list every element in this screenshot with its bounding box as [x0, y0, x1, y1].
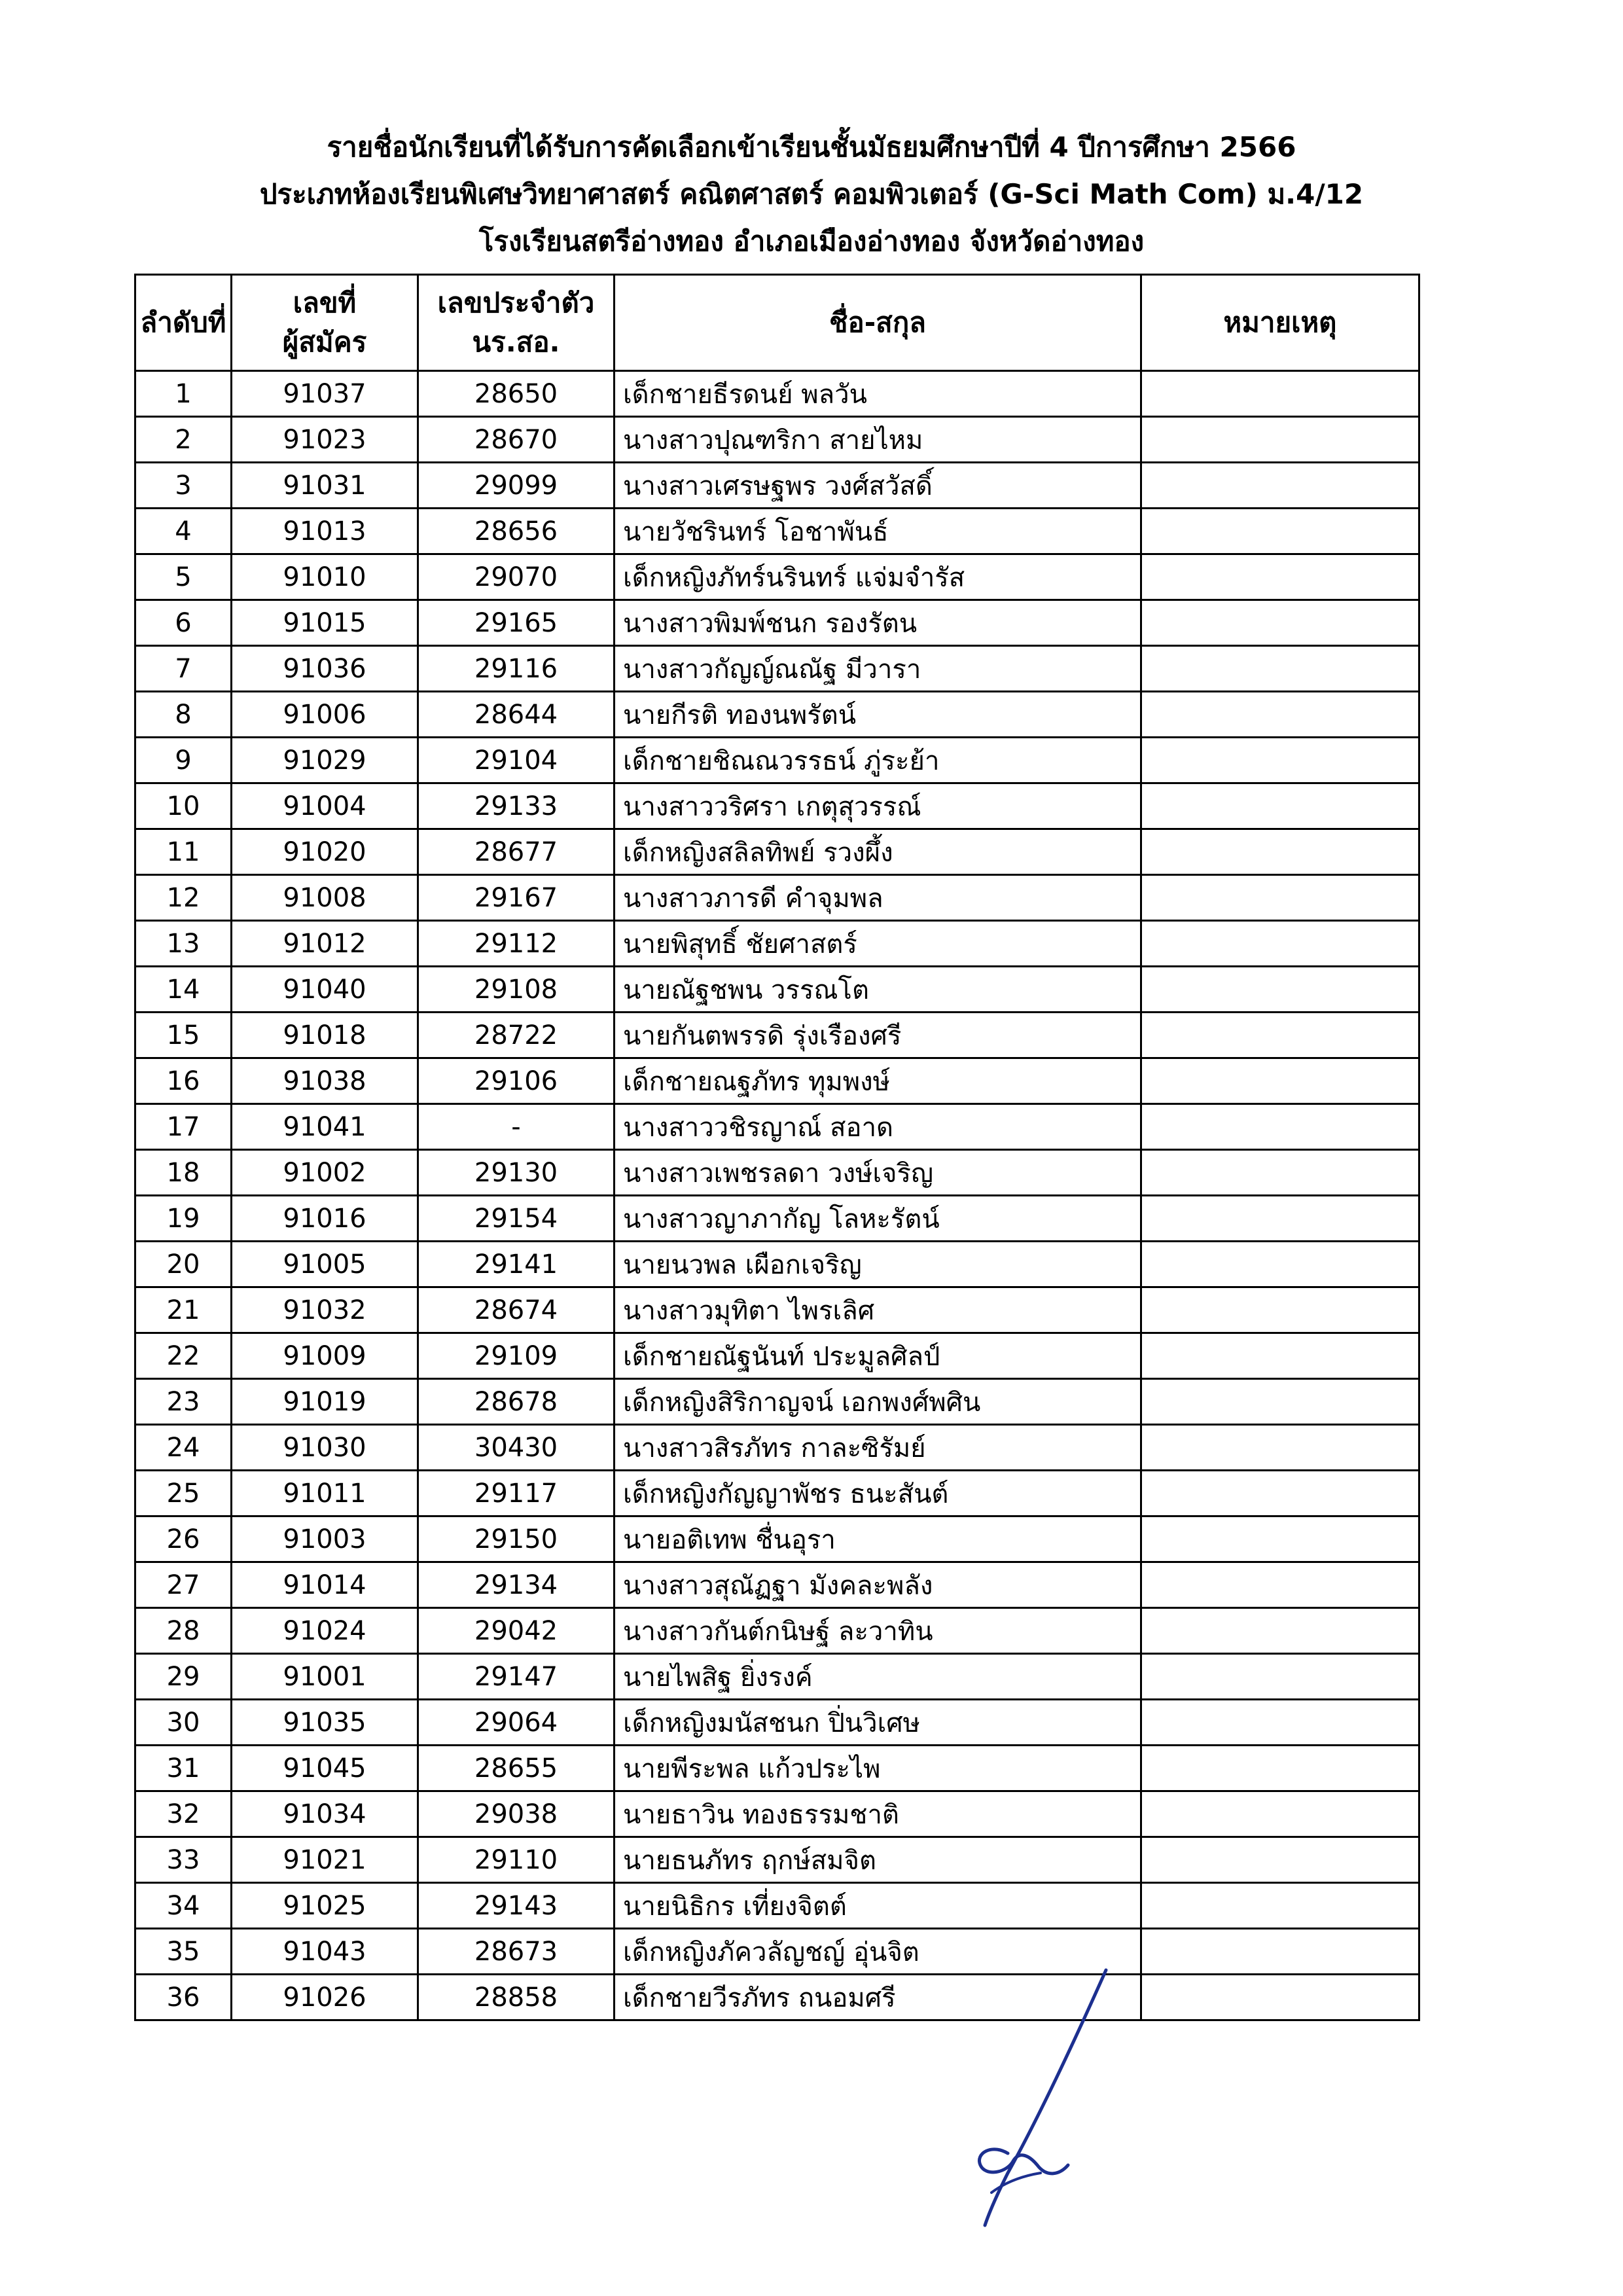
applicant-no-cell: 91009	[232, 1333, 418, 1379]
order-cell: 11	[135, 829, 232, 875]
name-cell: เด็กหญิงมนัสชนก ปิ่นวิเศษ	[615, 1700, 1141, 1746]
signature-stroke-main	[985, 1970, 1106, 2225]
order-cell: 19	[135, 1196, 232, 1242]
applicant-no-cell: 91023	[232, 417, 418, 463]
remark-cell	[1141, 1150, 1419, 1196]
applicant-no-cell: 91015	[232, 600, 418, 646]
student-id-cell: 29104	[418, 738, 615, 783]
name-cell: เด็กหญิงภัควลัญชญ์ อุ่นจิต	[615, 1929, 1141, 1975]
table-row	[135, 1425, 1419, 1471]
student-id-cell: 29167	[418, 875, 615, 921]
table-row	[135, 1104, 1419, 1150]
table-row	[135, 1150, 1419, 1196]
order-cell: 34	[135, 1883, 232, 1929]
remark-cell	[1141, 692, 1419, 738]
table-row	[135, 1746, 1419, 1791]
order-cell: 8	[135, 692, 232, 738]
remark-cell	[1141, 1471, 1419, 1516]
table-row	[135, 1058, 1419, 1104]
student-id-cell: 28644	[418, 692, 615, 738]
order-cell: 7	[135, 646, 232, 692]
order-cell: 15	[135, 1013, 232, 1058]
table-row	[135, 1516, 1419, 1562]
remark-cell	[1141, 1333, 1419, 1379]
remark-cell	[1141, 1287, 1419, 1333]
header-name-label: ชื่อ-สกุล	[829, 306, 926, 338]
table-row	[135, 554, 1419, 600]
applicant-no-cell: 91005	[232, 1242, 418, 1287]
table-row	[135, 1379, 1419, 1425]
applicant-no-cell: 91043	[232, 1929, 418, 1975]
table-row	[135, 1287, 1419, 1333]
applicant-no-cell: 91008	[232, 875, 418, 921]
order-cell: 1	[135, 371, 232, 417]
order-cell: 16	[135, 1058, 232, 1104]
order-cell: 2	[135, 417, 232, 463]
name-cell: เด็กชายณฐภัทร ทุมพงษ์	[615, 1058, 1141, 1104]
name-cell: นายวัชรินทร์ โอชาพันธ์	[615, 509, 1141, 554]
table-row	[135, 738, 1419, 783]
student-id-cell: 29130	[418, 1150, 615, 1196]
student-roster-table	[134, 274, 1420, 2021]
order-cell: 12	[135, 875, 232, 921]
remark-cell	[1141, 783, 1419, 829]
name-cell: นางสาวกันต์กนิษฐ์ ละวาทิน	[615, 1608, 1141, 1654]
name-cell: นายธนภัทร ฤกษ์สมจิต	[615, 1837, 1141, 1883]
order-cell: 30	[135, 1700, 232, 1746]
name-cell: เด็กหญิงสลิลทิพย์ รวงผึ้ง	[615, 829, 1141, 875]
student-id-cell: 29070	[418, 554, 615, 600]
applicant-no-cell: 91041	[232, 1104, 418, 1150]
name-cell: นางสาวกัญญ์ณณัฐ มีวารา	[615, 646, 1141, 692]
applicant-no-cell: 91025	[232, 1883, 418, 1929]
order-cell: 4	[135, 509, 232, 554]
name-cell: นางสาววชิรญาณ์ สอาด	[615, 1104, 1141, 1150]
student-id-cell: 29042	[418, 1608, 615, 1654]
student-id-cell: 28673	[418, 1929, 615, 1975]
remark-cell	[1141, 554, 1419, 600]
applicant-no-cell: 91026	[232, 1975, 418, 2020]
student-id-cell: 28678	[418, 1379, 615, 1425]
applicant-no-cell: 91035	[232, 1700, 418, 1746]
table-row	[135, 1562, 1419, 1608]
applicant-no-cell: 91040	[232, 967, 418, 1013]
remark-cell	[1141, 1837, 1419, 1883]
table-row	[135, 692, 1419, 738]
remark-cell	[1141, 1196, 1419, 1242]
applicant-no-cell: 91014	[232, 1562, 418, 1608]
table-row	[135, 1975, 1419, 2020]
remark-cell	[1141, 1104, 1419, 1150]
table-row	[135, 646, 1419, 692]
name-cell: เด็กชายวีรภัทร ถนอมศรี	[615, 1975, 1141, 2020]
student-id-cell: 29141	[418, 1242, 615, 1287]
remark-cell	[1141, 1013, 1419, 1058]
student-id-cell: 29133	[418, 783, 615, 829]
header-applicant-no-line1: เลขที่	[293, 287, 357, 319]
student-id-cell: 29143	[418, 1883, 615, 1929]
applicant-no-cell: 91001	[232, 1654, 418, 1700]
remark-cell	[1141, 1883, 1419, 1929]
student-id-cell: 29116	[418, 646, 615, 692]
student-id-cell: 29165	[418, 600, 615, 646]
table-row	[135, 1013, 1419, 1058]
header-order	[135, 275, 232, 371]
student-id-cell: 30430	[418, 1425, 615, 1471]
student-id-cell: 28722	[418, 1013, 615, 1058]
table-row	[135, 1791, 1419, 1837]
student-id-cell: 29064	[418, 1700, 615, 1746]
student-id-cell: 29106	[418, 1058, 615, 1104]
header-student-id	[418, 275, 615, 371]
applicant-no-cell: 91006	[232, 692, 418, 738]
name-cell: นางสาวเพชรลดา วงษ์เจริญ	[615, 1150, 1141, 1196]
table-row	[135, 509, 1419, 554]
name-cell: นายณัฐชพน วรรณโต	[615, 967, 1141, 1013]
table-header-row	[135, 275, 1419, 371]
remark-cell	[1141, 1242, 1419, 1287]
header-applicant-no-line2: ผู้สมัคร	[282, 326, 367, 358]
table-row	[135, 921, 1419, 967]
order-cell: 23	[135, 1379, 232, 1425]
order-cell: 10	[135, 783, 232, 829]
header-student-id-line2: นร.สอ.	[472, 326, 560, 358]
remark-cell	[1141, 371, 1419, 417]
name-cell: นายนิธิกร เที่ยงจิตต์	[615, 1883, 1141, 1929]
order-cell: 33	[135, 1837, 232, 1883]
remark-cell	[1141, 1791, 1419, 1837]
table-row	[135, 1700, 1419, 1746]
order-cell: 32	[135, 1791, 232, 1837]
header-order-label: ลำดับที่	[140, 306, 226, 338]
name-cell: นายพิสุทธิ์ ชัยศาสตร์	[615, 921, 1141, 967]
remark-cell	[1141, 875, 1419, 921]
applicant-no-cell: 91011	[232, 1471, 418, 1516]
table-row	[135, 1654, 1419, 1700]
table-row	[135, 1837, 1419, 1883]
applicant-no-cell: 91021	[232, 1837, 418, 1883]
order-cell: 21	[135, 1287, 232, 1333]
remark-cell	[1141, 921, 1419, 967]
student-id-cell: 29108	[418, 967, 615, 1013]
applicant-no-cell: 91019	[232, 1379, 418, 1425]
name-cell: นางสาวปุณฑริกา สายไหม	[615, 417, 1141, 463]
table-body	[135, 371, 1419, 2020]
table-row	[135, 1242, 1419, 1287]
name-cell: นางสาวญาภากัญ โลหะรัตน์	[615, 1196, 1141, 1242]
name-cell: นายไพสิฐ ยิ่งรงค์	[615, 1654, 1141, 1700]
student-id-cell: 28650	[418, 371, 615, 417]
remark-cell	[1141, 1975, 1419, 2020]
applicant-no-cell: 91012	[232, 921, 418, 967]
name-cell: นางสาวสิรภัทร กาละซิรัมย์	[615, 1425, 1141, 1471]
signature-stroke-loop	[979, 2149, 1068, 2174]
student-id-cell: 29154	[418, 1196, 615, 1242]
student-id-cell: 28670	[418, 417, 615, 463]
order-cell: 17	[135, 1104, 232, 1150]
order-cell: 5	[135, 554, 232, 600]
header-applicant-no	[232, 275, 418, 371]
remark-cell	[1141, 509, 1419, 554]
header-student-id-line1: เลขประจำตัว	[437, 287, 595, 319]
order-cell: 22	[135, 1333, 232, 1379]
applicant-no-cell: 91030	[232, 1425, 418, 1471]
name-cell: นายพีระพล แก้วประไพ	[615, 1746, 1141, 1791]
table-row	[135, 875, 1419, 921]
name-cell: นางสาวสุณัฏฐา มังคละพลัง	[615, 1562, 1141, 1608]
name-cell: เด็กหญิงกัญญาพัชร ธนะสันต์	[615, 1471, 1141, 1516]
remark-cell	[1141, 646, 1419, 692]
remark-cell	[1141, 1058, 1419, 1104]
table-row	[135, 371, 1419, 417]
remark-cell	[1141, 1516, 1419, 1562]
student-id-cell: 29038	[418, 1791, 615, 1837]
table-row	[135, 1333, 1419, 1379]
student-id-cell: 29117	[418, 1471, 615, 1516]
order-cell: 20	[135, 1242, 232, 1287]
name-cell: นางสาววริศรา เกตุสุวรรณ์	[615, 783, 1141, 829]
remark-cell	[1141, 1700, 1419, 1746]
applicant-no-cell: 91031	[232, 463, 418, 509]
order-cell: 18	[135, 1150, 232, 1196]
table-row	[135, 1196, 1419, 1242]
name-cell: นายกันตพรรดิ รุ่งเรืองศรี	[615, 1013, 1141, 1058]
applicant-no-cell: 91018	[232, 1013, 418, 1058]
applicant-no-cell: 91029	[232, 738, 418, 783]
name-cell: เด็กหญิงภัทร์นรินทร์ แจ่มจำรัส	[615, 554, 1141, 600]
student-id-cell: 29112	[418, 921, 615, 967]
table-row	[135, 600, 1419, 646]
name-cell: นายกีรติ ทองนพรัตน์	[615, 692, 1141, 738]
applicant-no-cell: 91002	[232, 1150, 418, 1196]
order-cell: 27	[135, 1562, 232, 1608]
order-cell: 35	[135, 1929, 232, 1975]
remark-cell	[1141, 463, 1419, 509]
name-cell: เด็กหญิงสิริกาญจน์ เอกพงศ์พศิน	[615, 1379, 1141, 1425]
name-cell: นางสาวเศรษฐพร วงศ์สวัสดิ์	[615, 463, 1141, 509]
applicant-no-cell: 91016	[232, 1196, 418, 1242]
table-row	[135, 463, 1419, 509]
table-row	[135, 967, 1419, 1013]
header-remark-label: หมายเหตุ	[1223, 306, 1337, 338]
applicant-no-cell: 91045	[232, 1746, 418, 1791]
student-id-cell: 28858	[418, 1975, 615, 2020]
name-cell: นางสาวมุทิตา ไพรเลิศ	[615, 1287, 1141, 1333]
order-cell: 13	[135, 921, 232, 967]
remark-cell	[1141, 1425, 1419, 1471]
student-id-cell: 29134	[418, 1562, 615, 1608]
applicant-no-cell: 91024	[232, 1608, 418, 1654]
applicant-no-cell: 91013	[232, 509, 418, 554]
remark-cell	[1141, 1654, 1419, 1700]
remark-cell	[1141, 1929, 1419, 1975]
order-cell: 31	[135, 1746, 232, 1791]
order-cell: 29	[135, 1654, 232, 1700]
table-row	[135, 417, 1419, 463]
applicant-no-cell: 91038	[232, 1058, 418, 1104]
name-cell: นายธาวิน ทองธรรมชาติ	[615, 1791, 1141, 1837]
order-cell: 28	[135, 1608, 232, 1654]
student-id-cell: 28677	[418, 829, 615, 875]
student-id-cell: 29110	[418, 1837, 615, 1883]
table-row	[135, 1883, 1419, 1929]
applicant-no-cell: 91037	[232, 371, 418, 417]
remark-cell	[1141, 1562, 1419, 1608]
student-id-cell: 29147	[418, 1654, 615, 1700]
order-cell: 6	[135, 600, 232, 646]
remark-cell	[1141, 967, 1419, 1013]
header-name	[615, 275, 1141, 371]
remark-cell	[1141, 1746, 1419, 1791]
school-line: โรงเรียนสตรีอ่างทอง อำเภอเมืองอ่างทอง จังหวัดอ่างทอง	[478, 225, 1145, 257]
student-id-cell: 29099	[418, 463, 615, 509]
name-cell: นางสาวพิมพ์ชนก รองรัตน	[615, 600, 1141, 646]
table-row	[135, 1608, 1419, 1654]
order-cell: 14	[135, 967, 232, 1013]
table-row	[135, 783, 1419, 829]
signature	[929, 1957, 1139, 2232]
table-row	[135, 1929, 1419, 1975]
document-title: รายชื่อนักเรียนที่ได้รับการคัดเลือกเข้าเรียนชั้นมัธยมศึกษาปีที่ 4 ปีการศึกษา 2566	[327, 131, 1296, 163]
student-id-cell: -	[418, 1104, 615, 1150]
applicant-no-cell: 91020	[232, 829, 418, 875]
name-cell: เด็กชายชิณณวรรธน์ ภู่ระย้า	[615, 738, 1141, 783]
student-id-cell: 28655	[418, 1746, 615, 1791]
applicant-no-cell: 91003	[232, 1516, 418, 1562]
name-cell: นางสาวภารดี คำจุมพล	[615, 875, 1141, 921]
order-cell: 26	[135, 1516, 232, 1562]
remark-cell	[1141, 738, 1419, 783]
remark-cell	[1141, 417, 1419, 463]
table-row	[135, 1471, 1419, 1516]
order-cell: 3	[135, 463, 232, 509]
applicant-no-cell: 91036	[232, 646, 418, 692]
applicant-no-cell: 91004	[232, 783, 418, 829]
order-cell: 36	[135, 1975, 232, 2020]
student-id-cell: 28656	[418, 509, 615, 554]
applicant-no-cell: 91034	[232, 1791, 418, 1837]
name-cell: นายนวพล เผือกเจริญ	[615, 1242, 1141, 1287]
remark-cell	[1141, 1379, 1419, 1425]
remark-cell	[1141, 1608, 1419, 1654]
name-cell: เด็กชายณัฐนันท์ ประมูลศิลป์	[615, 1333, 1141, 1379]
order-cell: 24	[135, 1425, 232, 1471]
remark-cell	[1141, 600, 1419, 646]
order-cell: 25	[135, 1471, 232, 1516]
student-id-cell: 28674	[418, 1287, 615, 1333]
applicant-no-cell: 91032	[232, 1287, 418, 1333]
document-subtitle: ประเภทห้องเรียนพิเศษวิทยาศาสตร์ คณิตศาสตร์ คอมพิวเตอร์ (G-Sci Math Com) ม.4/12	[259, 178, 1364, 210]
student-id-cell: 29109	[418, 1333, 615, 1379]
name-cell: เด็กชายธีรดนย์ พลวัน	[615, 371, 1141, 417]
table-row	[135, 829, 1419, 875]
name-cell: นายอติเทพ ชื่นอุรา	[615, 1516, 1141, 1562]
order-cell: 9	[135, 738, 232, 783]
remark-cell	[1141, 829, 1419, 875]
applicant-no-cell: 91010	[232, 554, 418, 600]
student-id-cell: 29150	[418, 1516, 615, 1562]
header-remark	[1141, 275, 1419, 371]
